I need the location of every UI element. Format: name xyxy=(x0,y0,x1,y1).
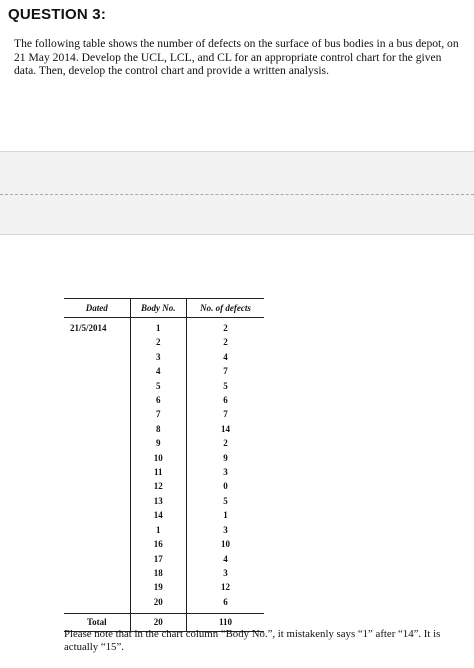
table-row xyxy=(64,451,264,465)
table-row xyxy=(64,350,264,364)
table-row xyxy=(64,422,264,436)
body-no-cell: 1 xyxy=(130,523,186,537)
body-no-cell: 19 xyxy=(130,580,186,594)
date-cell xyxy=(64,465,130,479)
table-row xyxy=(64,494,264,508)
body-no-cell: 1 xyxy=(130,318,186,336)
date-cell xyxy=(64,393,130,407)
table-row xyxy=(64,523,264,537)
defects-cell: 2 xyxy=(223,438,228,449)
defects-cell: 2 xyxy=(223,337,228,348)
defects-cell: 3 xyxy=(223,467,228,478)
body-no-cell: 8 xyxy=(130,422,186,436)
date-cell xyxy=(64,379,130,393)
date-cell: 21/5/2014 xyxy=(70,323,107,333)
defects-cell: 9 xyxy=(223,452,228,463)
defects-cell: 3 xyxy=(223,567,228,578)
dashed-divider xyxy=(0,194,474,195)
date-cell xyxy=(64,479,130,493)
table-row xyxy=(64,318,264,336)
header-body-no: Body No. xyxy=(130,299,186,318)
body-no-cell: 5 xyxy=(130,379,186,393)
table-row xyxy=(64,508,264,522)
date-cell xyxy=(64,335,130,349)
date-cell xyxy=(64,350,130,364)
defects-cell: 5 xyxy=(223,380,228,391)
body-no-cell: 11 xyxy=(130,465,186,479)
table-row xyxy=(64,479,264,493)
date-cell xyxy=(64,508,130,522)
question-text: The following table shows the number of defects on the surface of bus bodies in a bus depot, on 21 May 2014. Develop the UCL, LCL, and CL for an appropriate control chart for the given data. Then, develop the control chart and provide a written analysis. xyxy=(14,37,459,77)
table-row xyxy=(64,566,264,580)
date-cell xyxy=(64,566,130,580)
table-row xyxy=(64,335,264,349)
defects-cell: 4 xyxy=(223,351,228,362)
body-no-cell: 9 xyxy=(130,436,186,450)
table-row xyxy=(64,537,264,551)
body-no-cell: 18 xyxy=(130,566,186,580)
total-label: Total xyxy=(64,614,130,632)
table-body xyxy=(64,318,264,614)
header-defects: No. of defects xyxy=(186,299,264,318)
date-cell xyxy=(64,407,130,421)
date-cell xyxy=(64,595,130,614)
defects-cell: 3 xyxy=(223,524,228,535)
table-row xyxy=(64,393,264,407)
date-cell xyxy=(64,552,130,566)
defects-cell: 5 xyxy=(223,495,228,506)
defects-cell: 0 xyxy=(223,481,228,492)
table-row xyxy=(64,379,264,393)
table-row xyxy=(64,407,264,421)
table-row xyxy=(64,595,264,614)
defects-cell: 7 xyxy=(223,409,228,420)
header-dated: Dated xyxy=(64,299,130,318)
date-cell xyxy=(64,523,130,537)
defects-cell: 7 xyxy=(223,366,228,377)
defects-cell: 14 xyxy=(220,423,230,434)
total-defects: 110 xyxy=(186,614,264,632)
date-cell xyxy=(64,436,130,450)
body-no-cell: 12 xyxy=(130,479,186,493)
body-no-cell: 20 xyxy=(130,595,186,614)
defects-cell: 2 xyxy=(223,323,228,333)
date-cell xyxy=(64,537,130,551)
defects-cell: 4 xyxy=(223,553,228,564)
defects-cell: 6 xyxy=(223,395,228,406)
date-cell xyxy=(64,494,130,508)
defects-cell: 10 xyxy=(220,539,230,550)
body-no-cell: 4 xyxy=(130,364,186,378)
body-no-cell: 7 xyxy=(130,407,186,421)
body-no-cell: 17 xyxy=(130,552,186,566)
table-row xyxy=(64,552,264,566)
table-row xyxy=(64,436,264,450)
table-row xyxy=(64,580,264,594)
body-no-cell: 10 xyxy=(130,451,186,465)
date-cell xyxy=(64,451,130,465)
date-cell xyxy=(64,580,130,594)
table-row xyxy=(64,364,264,378)
date-cell xyxy=(64,422,130,436)
question-heading: QUESTION 3: xyxy=(8,6,107,23)
body-no-cell: 16 xyxy=(130,537,186,551)
date-cell xyxy=(64,364,130,378)
body-no-cell: 14 xyxy=(130,508,186,522)
body-no-cell: 2 xyxy=(130,335,186,349)
table-row xyxy=(64,465,264,479)
defects-cell: 1 xyxy=(223,510,228,521)
answer-area xyxy=(0,151,474,235)
note-text: Please note that in the chart column “Body No.”, it mistakenly says “1” after “14”. It is actually “15”. xyxy=(64,628,441,653)
body-no-cell: 6 xyxy=(130,393,186,407)
defects-table xyxy=(64,298,264,632)
defects-cell: 12 xyxy=(220,582,230,593)
body-no-cell: 3 xyxy=(130,350,186,364)
total-body-count: 20 xyxy=(130,614,186,632)
table-header-row xyxy=(64,299,264,318)
body-no-cell: 13 xyxy=(130,494,186,508)
defects-cell: 6 xyxy=(223,596,228,607)
